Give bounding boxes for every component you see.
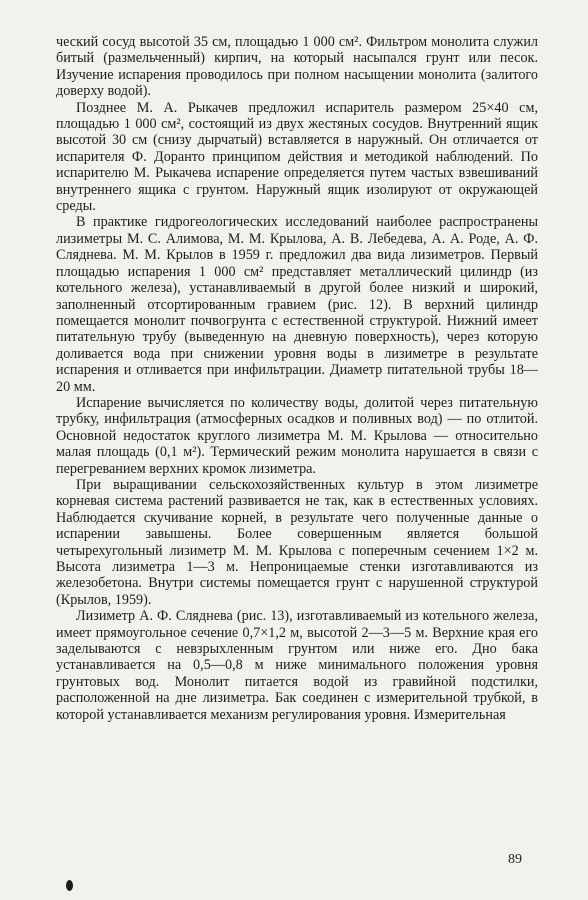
paragraph-3: В практике гидрогеологических исследований наиболее распространены лизиметры М. С. Алимова, М. М. Крылова, А. В. Лебедева, А. А. Роде, А. Ф. Сляднева. М. М. Крылов в 1959 г. предложил два вида лизиметров. Первый площадью испарения 1 000 см² представляет металлический цилиндр (из котельного железа), устанавливаемый в другой более низкий и широкий, заполненный отсортированным гравием (рис. 12). В верхний цилиндр помещается монолит почвогрунта с естественной структурой. Нижний имеет питательную трубу (выведенную на дневную поверхность), через которую доливается вода при снижении уровня воды в лизиметре в результате испарения и отливается при инфильтрации. Диаметр питательной трубы 18—20 мм. <box>56 214 538 395</box>
paragraph-2: Позднее М. А. Рыкачев предложил испаритель размером 25×40 см, площадью 1 000 см², состоящий из двух жестяных сосудов. Внутренний ящик высотой 30 см (снизу дырчатый) вставляется в наружный. Он отличается от испарителя Ф. Доранто принципом действия и методикой наблюдений. По испарителю М. Рыкачева испарение определяется путем частых взвешиваний внутреннего ящика с грунтом. Наружный ящик изолируют от окружающей среды. <box>56 99 538 215</box>
ink-spot <box>66 880 73 891</box>
paragraph-5: При выращивании сельскохозяйственных культур в этом лизиметре корневая система растений развивается не так, как в естественных условиях. Наблюдается скучивание корней, в результате чего полученные данные о испарении завышены. Более совершенным является большой четырехугольный лизиметр М. М. Крылова с поперечным сечением 1×2 м. Высота лизиметра 1—3 м. Непроницаемые стенки изготавливаются из железобетона. Внутри системы помещается грунт с нарушенной структурой (Крылов, 1959). <box>56 476 538 608</box>
body-text <box>56 34 538 723</box>
page-number: 89 <box>508 852 522 867</box>
paragraph-4: Испарение вычисляется по количеству воды, долитой через питательную трубку, инфильтрация (атмосферных осадков и поливных вод) — по отлитой. Основной недостаток круглого лизиметра М. М. Крылова — относительно малая площадь (0,1 м²). Термический режим монолита нарушается в связи с перегреванием верхних кромок лизиметра. <box>56 394 538 477</box>
paragraph-1: ческий сосуд высотой 35 см, площадью 1 000 см². Фильтром монолита служил битый (размельченный) кирпич, на который насыпался грунт или песок. Изучение испарения проводилось при полном насыщении монолита (залитого доверху водой). <box>56 34 538 100</box>
paragraph-6: Лизиметр А. Ф. Сляднева (рис. 13), изготавливаемый из котельного железа, имеет прямоугольное сечение 0,7×1,2 м, высотой 2—3—5 м. Верхние края его заделываются с невзрыхленным грунтом или ниже его. Дно бака устанавливается на 0,5—0,8 м ниже минимального положения уровня грунтовых вод. Монолит питается водой из гравийной подстилки, расположенной на дне лизиметра. Бак соединен с измерительной трубкой, в которой устанавливается механизм регулирования уровня. Измерительная <box>56 608 538 723</box>
